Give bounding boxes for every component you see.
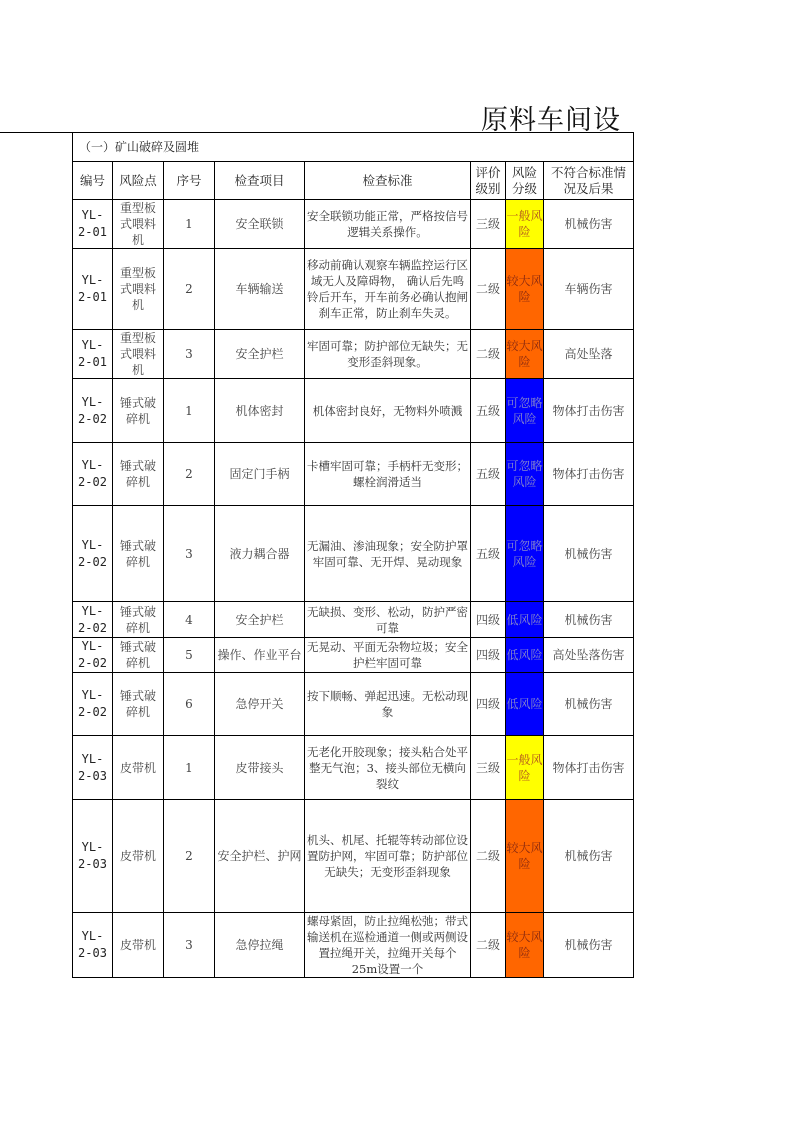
cell-item: 安全联锁	[215, 200, 305, 249]
header-seq: 序号	[164, 162, 215, 200]
table-row	[73, 602, 634, 638]
cell-code: YL- 2-02	[73, 379, 113, 443]
cell-consequence: 机械伤害	[544, 673, 634, 736]
cell-risk-level: 低风险	[506, 638, 544, 673]
cell-consequence: 物体打击伤害	[544, 379, 634, 443]
cell-item: 固定门手柄	[215, 443, 305, 506]
cell-code: YL- 2-02	[73, 506, 113, 602]
cell-eval-level: 三级	[471, 736, 506, 800]
cell-item: 急停拉绳	[215, 913, 305, 978]
cell-standard: 螺母紧固，防止拉绳松弛；带式输送机在巡检通道一侧或两侧设置拉绳开关，拉绳开关每个25m设置一个	[305, 913, 471, 978]
header-standard: 检查标准	[305, 162, 471, 200]
cell-risk-point: 锤式破碎机	[113, 506, 164, 602]
cell-code: YL- 2-02	[73, 602, 113, 638]
cell-standard: 无漏油、渗油现象；安全防护罩牢固可靠、无开焊、晃动现象	[305, 506, 471, 602]
cell-eval-level: 五级	[471, 379, 506, 443]
cell-seq: 1	[164, 736, 215, 800]
cell-risk-level: 可忽略风险	[506, 379, 544, 443]
cell-seq: 2	[164, 249, 215, 330]
cell-eval-level: 五级	[471, 443, 506, 506]
cell-seq: 2	[164, 800, 215, 913]
cell-risk-point: 锤式破碎机	[113, 673, 164, 736]
cell-code: YL- 2-01	[73, 249, 113, 330]
cell-code: YL- 2-03	[73, 800, 113, 913]
cell-code: YL- 2-03	[73, 736, 113, 800]
cell-seq: 1	[164, 200, 215, 249]
section-title: （一）矿山破碎及圆堆	[73, 133, 634, 162]
cell-risk-level: 可忽略风险	[506, 443, 544, 506]
cell-standard: 安全联锁功能正常，严格按信号逻辑关系操作。	[305, 200, 471, 249]
table-row	[73, 379, 634, 443]
cell-code: YL- 2-02	[73, 673, 113, 736]
cell-code: YL- 2-03	[73, 913, 113, 978]
header-eval-level: 评价级别	[471, 162, 506, 200]
cell-item: 液力耦合器	[215, 506, 305, 602]
cell-seq: 3	[164, 913, 215, 978]
title-bar	[0, 96, 633, 133]
table-row	[73, 330, 634, 379]
cell-standard: 卡槽牢固可靠；手柄杆无变形；螺栓润滑适当	[305, 443, 471, 506]
cell-eval-level: 二级	[471, 330, 506, 379]
cell-code: YL- 2-02	[73, 443, 113, 506]
cell-risk-point: 皮带机	[113, 736, 164, 800]
header-risk-point: 风险点	[113, 162, 164, 200]
cell-seq: 2	[164, 443, 215, 506]
cell-risk-level: 低风险	[506, 673, 544, 736]
cell-consequence: 物体打击伤害	[544, 736, 634, 800]
cell-risk-level: 较大风险	[506, 913, 544, 978]
cell-code: YL- 2-02	[73, 638, 113, 673]
cell-standard: 机头、机尾、托辊等转动部位设置防护网，牢固可靠；防护部位无缺失；无变形歪斜现象	[305, 800, 471, 913]
cell-seq: 6	[164, 673, 215, 736]
cell-eval-level: 五级	[471, 506, 506, 602]
table-row	[73, 443, 634, 506]
table-row	[73, 736, 634, 800]
cell-consequence: 机械伤害	[544, 800, 634, 913]
table-row	[73, 638, 634, 673]
cell-item: 皮带接头	[215, 736, 305, 800]
cell-risk-level: 较大风险	[506, 249, 544, 330]
cell-risk-point: 锤式破碎机	[113, 379, 164, 443]
cell-risk-point: 锤式破碎机	[113, 638, 164, 673]
cell-risk-point: 重型板式喂料机	[113, 200, 164, 249]
cell-risk-point: 重型板式喂料机	[113, 249, 164, 330]
header-item: 检查项目	[215, 162, 305, 200]
cell-seq: 1	[164, 379, 215, 443]
cell-risk-point: 锤式破碎机	[113, 602, 164, 638]
cell-item: 操作、作业平台	[215, 638, 305, 673]
cell-risk-point: 皮带机	[113, 913, 164, 978]
cell-risk-level: 较大风险	[506, 330, 544, 379]
table-row	[73, 506, 634, 602]
cell-seq: 5	[164, 638, 215, 673]
cell-item: 安全护栏	[215, 602, 305, 638]
cell-eval-level: 三级	[471, 200, 506, 249]
cell-eval-level: 二级	[471, 249, 506, 330]
cell-risk-level: 较大风险	[506, 800, 544, 913]
cell-risk-point: 锤式破碎机	[113, 443, 164, 506]
cell-risk-level: 一般风险	[506, 200, 544, 249]
document-title: 原料车间设	[481, 105, 621, 133]
cell-consequence: 车辆伤害	[544, 249, 634, 330]
table-row	[73, 913, 634, 978]
cell-consequence: 高处坠落	[544, 330, 634, 379]
header-row	[73, 162, 634, 200]
cell-code: YL- 2-01	[73, 200, 113, 249]
cell-standard: 无缺损、变形、松动，防护严密可靠	[305, 602, 471, 638]
cell-eval-level: 四级	[471, 673, 506, 736]
cell-eval-level: 二级	[471, 800, 506, 913]
cell-standard: 按下顺畅、弹起迅速。无松动现象	[305, 673, 471, 736]
cell-consequence: 机械伤害	[544, 913, 634, 978]
cell-risk-point: 重型板式喂料机	[113, 330, 164, 379]
header-consequence: 不符合标准情况及后果	[544, 162, 634, 200]
cell-seq: 3	[164, 506, 215, 602]
table-row	[73, 673, 634, 736]
header-code: 编号	[73, 162, 113, 200]
cell-standard: 机体密封良好，无物料外喷溅	[305, 379, 471, 443]
cell-eval-level: 四级	[471, 602, 506, 638]
cell-consequence: 机械伤害	[544, 200, 634, 249]
cell-standard: 无晃动、平面无杂物垃圾；安全护栏牢固可靠	[305, 638, 471, 673]
risk-inspection-table	[72, 132, 634, 978]
cell-consequence: 高处坠落伤害	[544, 638, 634, 673]
cell-standard: 牢固可靠；防护部位无缺失；无变形歪斜现象。	[305, 330, 471, 379]
cell-item: 安全护栏	[215, 330, 305, 379]
cell-risk-level: 一般风险	[506, 736, 544, 800]
cell-standard: 无老化开胶现象；接头粘合处平整无气泡；3、接头部位无横向裂纹	[305, 736, 471, 800]
cell-standard: 移动前确认观察车辆监控运行区域无人及障碍物， 确认后先鸣铃后开车，开车前务必确认抱闸刹车正常，防止刹车失灵。	[305, 249, 471, 330]
table-row	[73, 200, 634, 249]
cell-item: 车辆输送	[215, 249, 305, 330]
table-row	[73, 800, 634, 913]
cell-consequence: 物体打击伤害	[544, 443, 634, 506]
cell-consequence: 机械伤害	[544, 506, 634, 602]
cell-eval-level: 二级	[471, 913, 506, 978]
cell-consequence: 机械伤害	[544, 602, 634, 638]
cell-seq: 4	[164, 602, 215, 638]
header-risk-level: 风险分级	[506, 162, 544, 200]
cell-eval-level: 四级	[471, 638, 506, 673]
cell-risk-point: 皮带机	[113, 800, 164, 913]
table-row	[73, 249, 634, 330]
section-row	[73, 133, 634, 162]
cell-seq: 3	[164, 330, 215, 379]
cell-item: 急停开关	[215, 673, 305, 736]
cell-risk-level: 低风险	[506, 602, 544, 638]
cell-code: YL- 2-01	[73, 330, 113, 379]
cell-item: 机体密封	[215, 379, 305, 443]
cell-risk-level: 可忽略风险	[506, 506, 544, 602]
cell-item: 安全护栏、护网	[215, 800, 305, 913]
